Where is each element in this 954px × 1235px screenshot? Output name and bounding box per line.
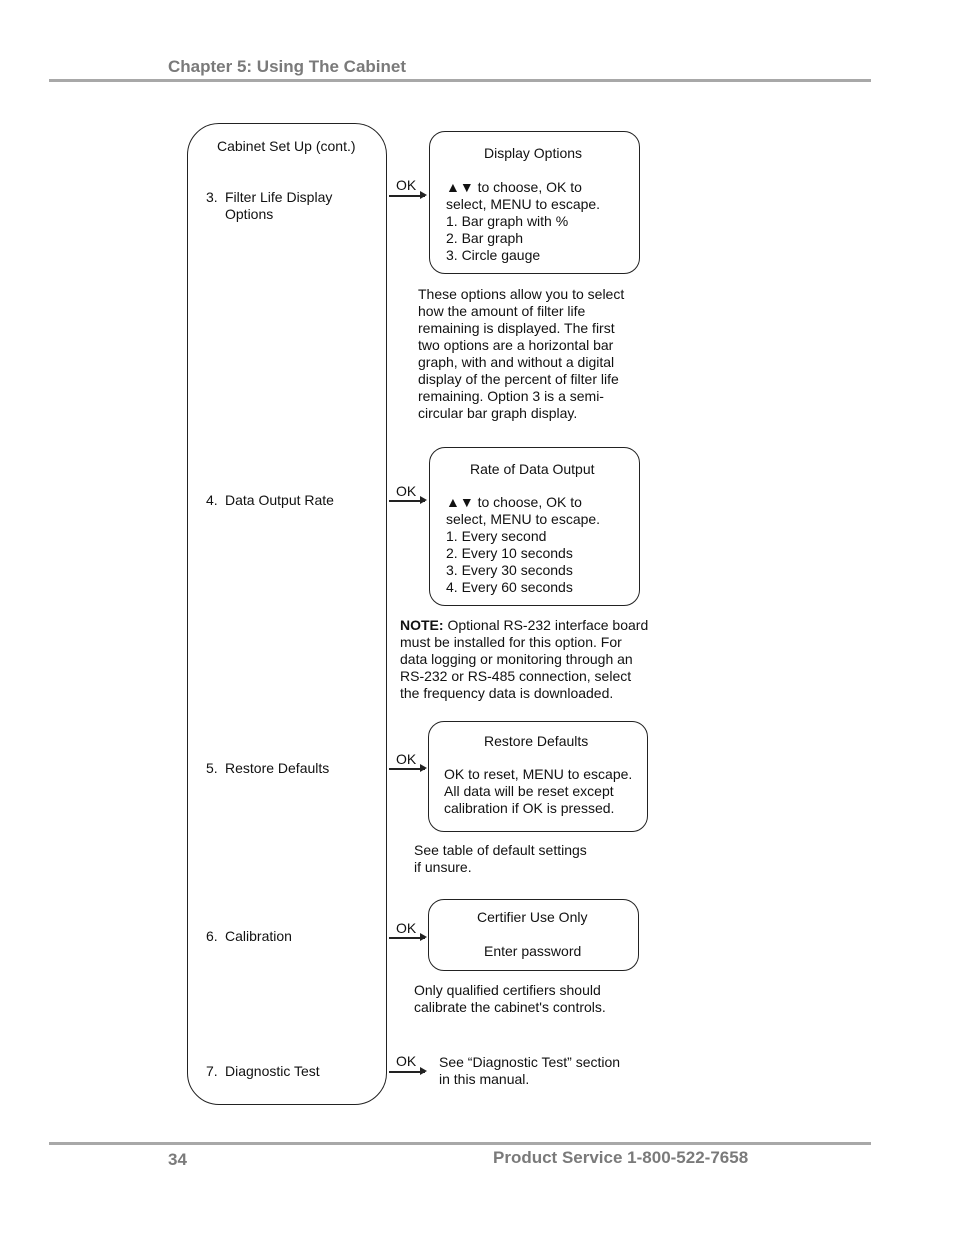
restore-defaults-text: OK to reset, MENU to escape. All data will be reset except calibration if OK is pressed.	[444, 766, 633, 816]
menu-item-calibration: Calibration	[225, 928, 292, 944]
ok-label: OK	[396, 1053, 417, 1069]
data-output-title: Rate of Data Output	[470, 461, 595, 477]
menu-item-number-3: 3.	[206, 189, 218, 205]
arrow-icon	[389, 195, 425, 197]
header-rule	[49, 79, 871, 82]
note-bold-label: NOTE:	[400, 617, 444, 633]
arrow-icon	[389, 500, 425, 502]
menu-item-number-6: 6.	[206, 928, 218, 944]
data-output-note: NOTE: Optional RS-232 interface board must be installed for this option. For data logging or monitoring through an RS-232 or RS-485 connection, select the frequency data is downloaded.	[400, 617, 649, 701]
ok-label: OK	[396, 483, 417, 499]
display-options-instructions: ▲▼ to choose, OK to select, MENU to escape. 1. Bar graph with % 2. Bar graph 3. Circle gauge	[446, 179, 601, 263]
footer-rule	[49, 1142, 871, 1145]
diagnostic-text: See “Diagnostic Test” section in this manual.	[439, 1054, 621, 1087]
display-options-title: Display Options	[484, 145, 583, 161]
data-output-instructions: ▲▼ to choose, OK to select, MENU to escape. 1. Every second 2. Every 10 seconds 3. Every 30 seconds 4. Every 60 seconds	[446, 494, 601, 595]
menu-item-data-output-rate: Data Output Rate	[225, 492, 334, 508]
arrow-icon	[389, 937, 425, 939]
menu-item-restore-defaults: Restore Defaults	[225, 760, 330, 776]
arrow-icon	[389, 1071, 425, 1073]
calibration-note: Only qualified certifiers should calibrate the cabinet's controls.	[414, 982, 606, 1015]
menu-item-diagnostic-test: Diagnostic Test	[225, 1063, 320, 1079]
chapter-title: Chapter 5: Using The Cabinet	[168, 57, 407, 76]
display-options-note: These options allow you to select how the amount of filter life remaining is displayed. The first two options are a horizontal bar graph, with and without a digital display of the percent of filter life remaining. Option 3 is a semi- circular bar graph display.	[418, 286, 625, 421]
restore-defaults-note: See table of default settings if unsure.	[414, 842, 587, 875]
cabinet-setup-menu-box	[187, 123, 387, 1105]
restore-defaults-title: Restore Defaults	[484, 733, 589, 749]
menu-item-number-4: 4.	[206, 492, 218, 508]
calibration-prompt: Enter password	[484, 943, 582, 959]
ok-label: OK	[396, 177, 417, 193]
arrow-icon	[389, 768, 425, 770]
menu-item-filter-life: Filter Life Display Options	[225, 189, 333, 222]
menu-item-number-7: 7.	[206, 1063, 218, 1079]
calibration-title: Certifier Use Only	[477, 909, 588, 925]
ok-label: OK	[396, 751, 417, 767]
menu-title: Cabinet Set Up (cont.)	[217, 138, 356, 154]
ok-label: OK	[396, 920, 417, 936]
product-service-phone: Product Service 1-800-522-7658	[493, 1148, 749, 1167]
menu-item-number-5: 5.	[206, 760, 218, 776]
page-number: 34	[168, 1150, 187, 1169]
